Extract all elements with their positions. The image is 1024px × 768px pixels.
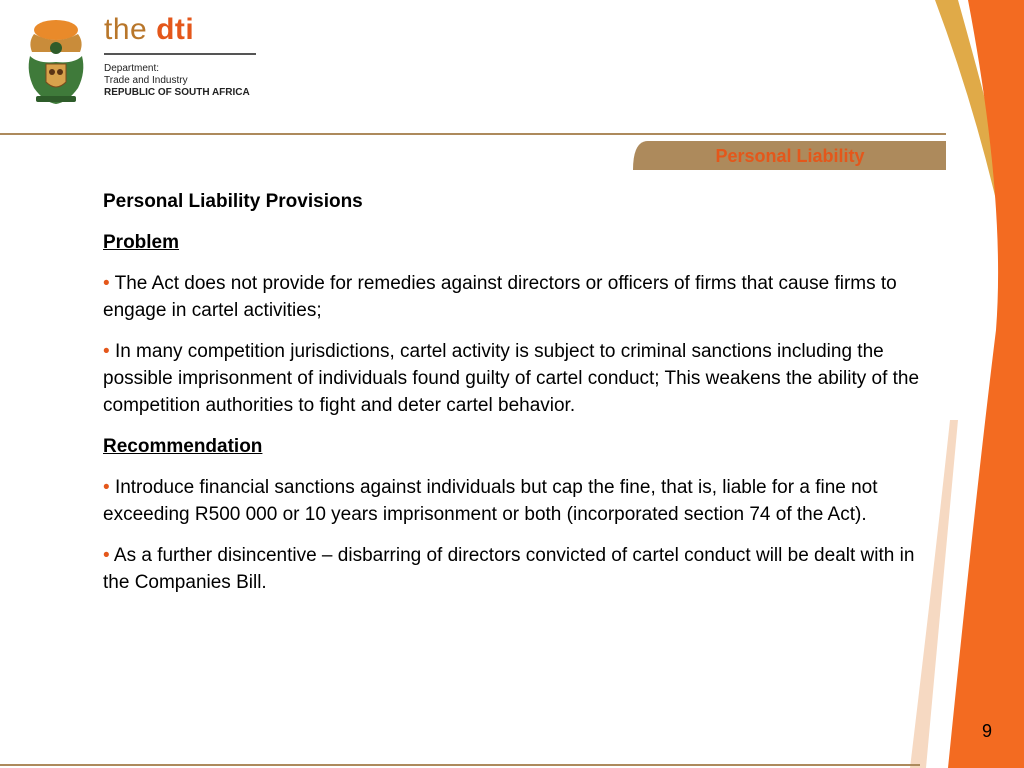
brand-dti: dti — [156, 13, 195, 46]
footer-line — [0, 764, 920, 766]
bullet-icon: • — [103, 545, 110, 566]
recommendation-bullet-1 — [103, 474, 933, 528]
brand-block — [104, 12, 250, 98]
bullet-icon: • — [103, 273, 110, 294]
bullet-text: The Act does not provide for remedies against directors or officers of firms that cause firms to engage in cartel activities; — [103, 273, 897, 321]
coat-of-arms-icon — [20, 12, 92, 110]
bullet-icon: • — [103, 477, 110, 498]
bullet-icon: • — [103, 341, 110, 362]
slide-content — [103, 188, 933, 610]
brand-divider — [104, 53, 256, 55]
problem-bullet-1 — [103, 270, 933, 324]
department-line-2: Trade and Industry — [104, 75, 188, 86]
section-label: Personal Liability — [715, 146, 865, 166]
header-divider-line — [0, 133, 946, 135]
problem-heading: Problem — [103, 232, 180, 253]
recommendation-bullet-2 — [103, 542, 933, 596]
bullet-text: As a further disincentive – disbarring of directors convicted of cartel conduct will be dealt with in the Companies Bill. — [103, 545, 915, 593]
page-number: 9 — [981, 721, 992, 741]
problem-bullet-2 — [103, 338, 933, 419]
recommendation-heading: Recommendation — [103, 436, 263, 457]
brand-name — [104, 12, 194, 48]
department-line-1: Department: — [104, 63, 160, 74]
slide-title: Personal Liability Provisions — [103, 191, 363, 212]
department-line-3: REPUBLIC OF SOUTH AFRICA — [104, 87, 250, 98]
brand-the: the — [104, 13, 148, 46]
bullet-text: Introduce financial sanctions against individuals but cap the fine, that is, liable for a fine not exceeding R500 000 or 10 years imprisonment or both (incorporated section 74 of the Act). — [103, 477, 878, 525]
bullet-text: In many competition jurisdictions, cartel activity is subject to criminal sanctions including the possible imprisonment of individuals found guilty of cartel conduct; This weakens the ability of the competition authorities to fight and deter cartel behavior. — [103, 341, 920, 416]
department-text — [104, 63, 250, 99]
